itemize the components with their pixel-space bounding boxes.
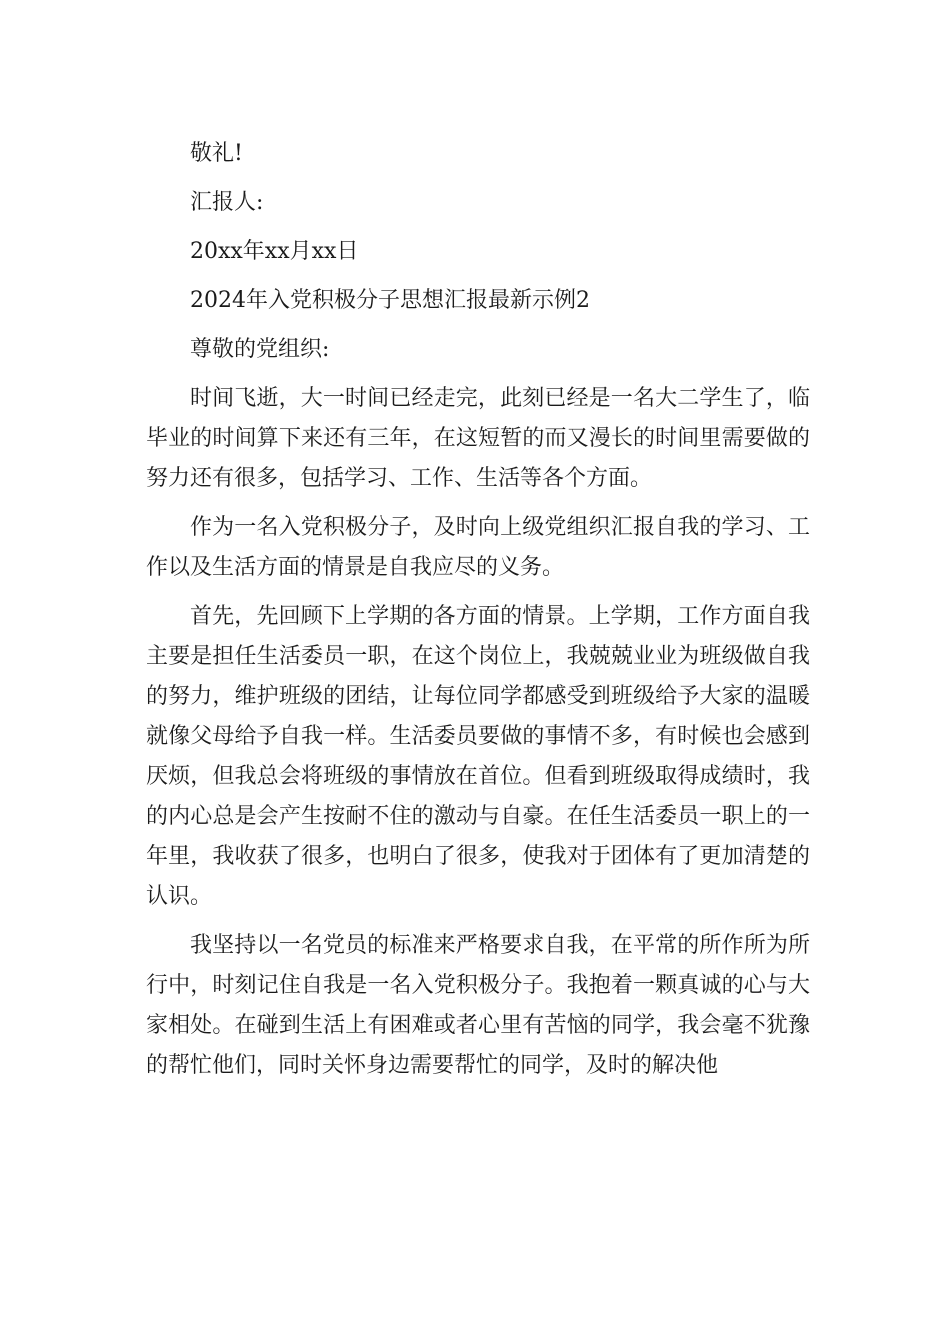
salutation: 尊敬的党组织: <box>190 337 330 362</box>
document-page <box>146 134 810 1086</box>
body-paragraph: 首先，先回顾下上学期的各方面的情景。上学期，工作方面自我主要是担任生活委员一职，在这个岗位上，我兢兢业业为班级做自我的努力，维护班级的团结，让每位同学都感受到班级给予大家的温暖就像父母给予自我一样。生活委员要做的事情不多，有时候也会感到厌烦，但我总会将班级的事情放在首位。但看到班级取得成绩时，我的内心总是会产生按耐不住的激动与自豪。在任生活委员一职上的一年里，我收获了很多，也明白了很多，使我对于团体有了更加清楚的认识。 <box>146 604 810 909</box>
body-paragraph: 时间飞逝，大一时间已经走完，此刻已经是一名大二学生了，临毕业的时间算下来还有三年，在这短暂的而又漫长的时间里需要做的努力还有很多，包括学习、工作、生活等各个方面。 <box>146 386 810 491</box>
reporter-label: 汇报人: <box>190 190 264 215</box>
body-paragraph: 我坚持以一名党员的标准来严格要求自我，在平常的所作所为所行中，时刻记住自我是一名入党积极分子。我抱着一颗真诚的心与大家相处。在碰到生活上有困难或者心里有苦恼的同学，我会毫不犹豫的帮忙他们，同时关怀身边需要帮忙的同学，及时的解决他 <box>146 933 810 1078</box>
closing-line: 敬礼! <box>190 141 243 166</box>
body-paragraph: 作为一名入党积极分子，及时向上级党组织汇报自我的学习、工作以及生活方面的情景是自我应尽的义务。 <box>146 515 810 580</box>
document-title: 2024年入党积极分子思想汇报最新示例2 <box>190 288 590 313</box>
report-date: 20xx年xx月xx日 <box>190 239 359 264</box>
